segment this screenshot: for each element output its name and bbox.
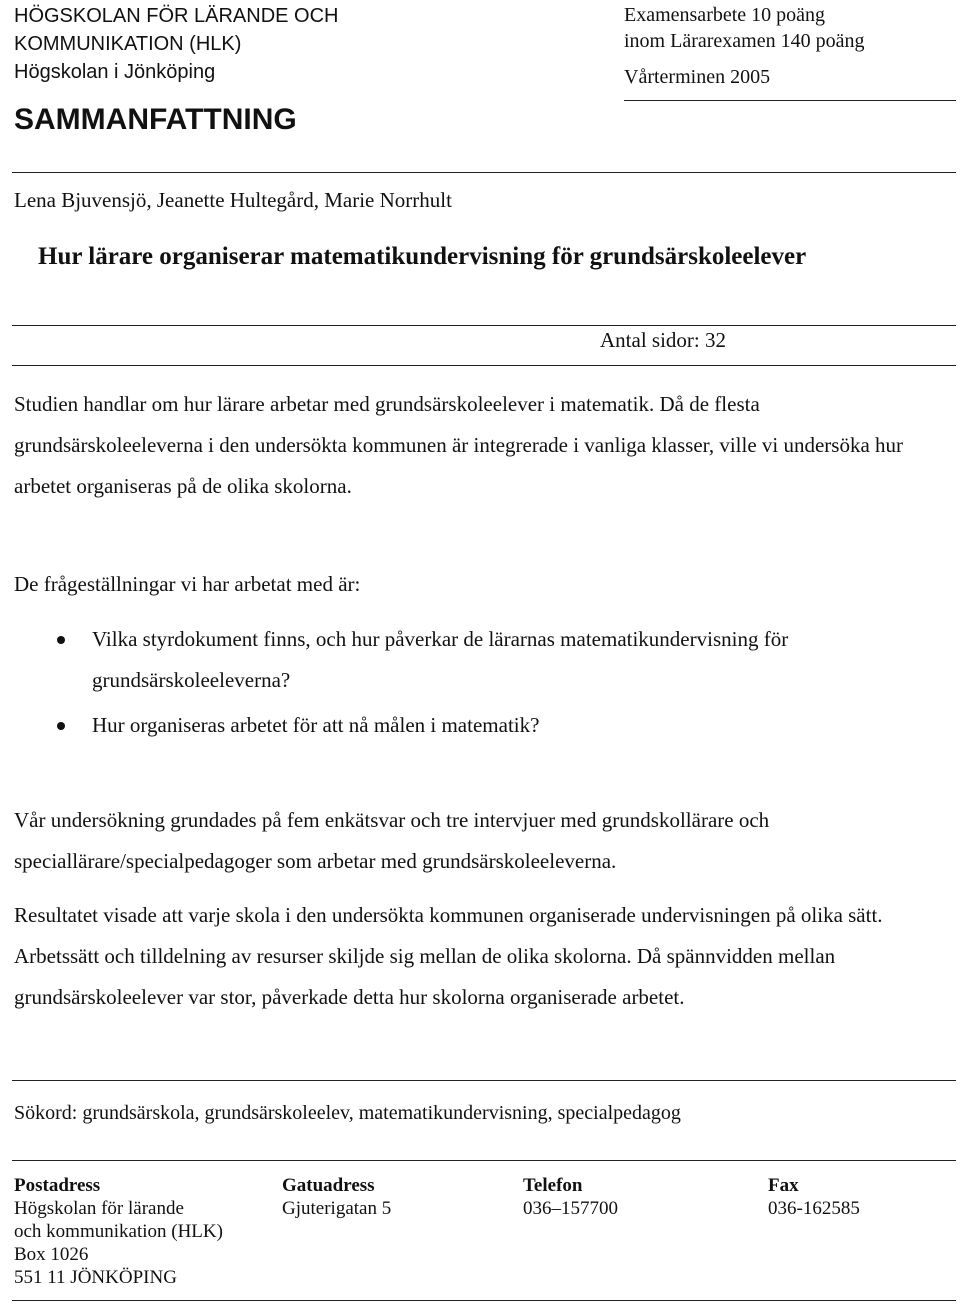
postadress-line: Box 1026	[14, 1244, 89, 1265]
fax-heading: Fax	[768, 1175, 799, 1196]
paragraph-results: Resultatet visade att varje skola i den undersökta kommunen organiserade undervisningen på olika sätt. Arbetssätt och tilldelning av resurser skiljde sig mellan de olika skolorna. Då spännvidden mellan grundsärskoleelever var stor, påverkade detta hur skolorna organiserade arbetet.	[14, 903, 883, 1009]
exam-line1: Examensarbete 10 poäng	[624, 4, 826, 26]
postadress-heading: Postadress	[14, 1175, 101, 1196]
telefon-heading: Telefon	[523, 1175, 583, 1196]
paragraph-intro: Studien handlar om hur lärare arbetar med grundsärskoleelever i matematik. Då de flesta grundsärskoleeleverna i den undersökta kommunen är integrerade i vanliga klasser, ville vi undersöka hur arbetet organiseras på de olika skolorna.	[14, 392, 904, 498]
bullet-1-dot	[57, 636, 65, 644]
divider-keywords	[12, 1080, 956, 1081]
divider-pages-bottom	[12, 365, 956, 366]
postadress-line: 551 11 JÖNKÖPING	[14, 1267, 177, 1288]
divider-footer-bottom	[12, 1300, 956, 1301]
section-title: SAMMANFATTNING	[14, 103, 297, 136]
page-count: Antal sidor: 32	[600, 328, 726, 352]
bullet-item-2: Hur organiseras arbetet för att nå målen i matematik?	[92, 713, 540, 737]
telefon-value: 036–157700	[523, 1198, 618, 1219]
school-name-line2: KOMMUNIKATION (HLK)	[14, 33, 242, 55]
paragraph-questions-intro: De frågeställningar vi har arbetat med är:	[14, 572, 361, 596]
footer-gatuadress	[282, 1174, 391, 1220]
paragraph-method: Vår undersökning grundades på fem enkätsvar och tre intervjuer med grundskollärare och speciallärare/specialpedagoger som arbetar med grundsärskoleeleverna.	[14, 808, 770, 873]
authors: Lena Bjuvensjö, Jeanette Hultegård, Marie Norrhult	[14, 188, 452, 212]
school-name-line1: HÖGSKOLAN FÖR LÄRANDE OCH	[14, 5, 339, 27]
postadress-line: och kommunikation (HLK)	[14, 1221, 223, 1242]
keywords: Sökord: grundsärskola, grundsärskoleelev, matematikundervisning, specialpedagog	[14, 1102, 681, 1124]
header-rule-right	[624, 100, 956, 101]
gatuadress-heading: Gatuadress	[282, 1175, 375, 1196]
divider-footer-top	[12, 1160, 956, 1161]
postadress-line: Högskolan för lärande	[14, 1198, 184, 1219]
divider-top	[12, 172, 956, 173]
divider-pages-top	[12, 325, 956, 326]
term: Vårterminen 2005	[624, 66, 771, 88]
school-name-line3: Högskolan i Jönköping	[14, 61, 216, 83]
footer-postadress	[14, 1174, 223, 1289]
gatuadress-value: Gjuterigatan 5	[282, 1198, 392, 1219]
footer-fax	[768, 1174, 860, 1220]
bullet-item-1: Vilka styrdokument finns, och hur påverkar de lärarnas matematikundervisning för grundsärskoleeleverna?	[92, 627, 789, 692]
bullet-2-dot	[57, 722, 65, 730]
exam-line2: inom Lärarexamen 140 poäng	[624, 30, 865, 52]
footer-telefon	[523, 1174, 618, 1220]
fax-value: 036-162585	[768, 1198, 860, 1219]
thesis-title: Hur lärare organiserar matematikundervisning för grundsärskoleelever	[38, 243, 807, 270]
